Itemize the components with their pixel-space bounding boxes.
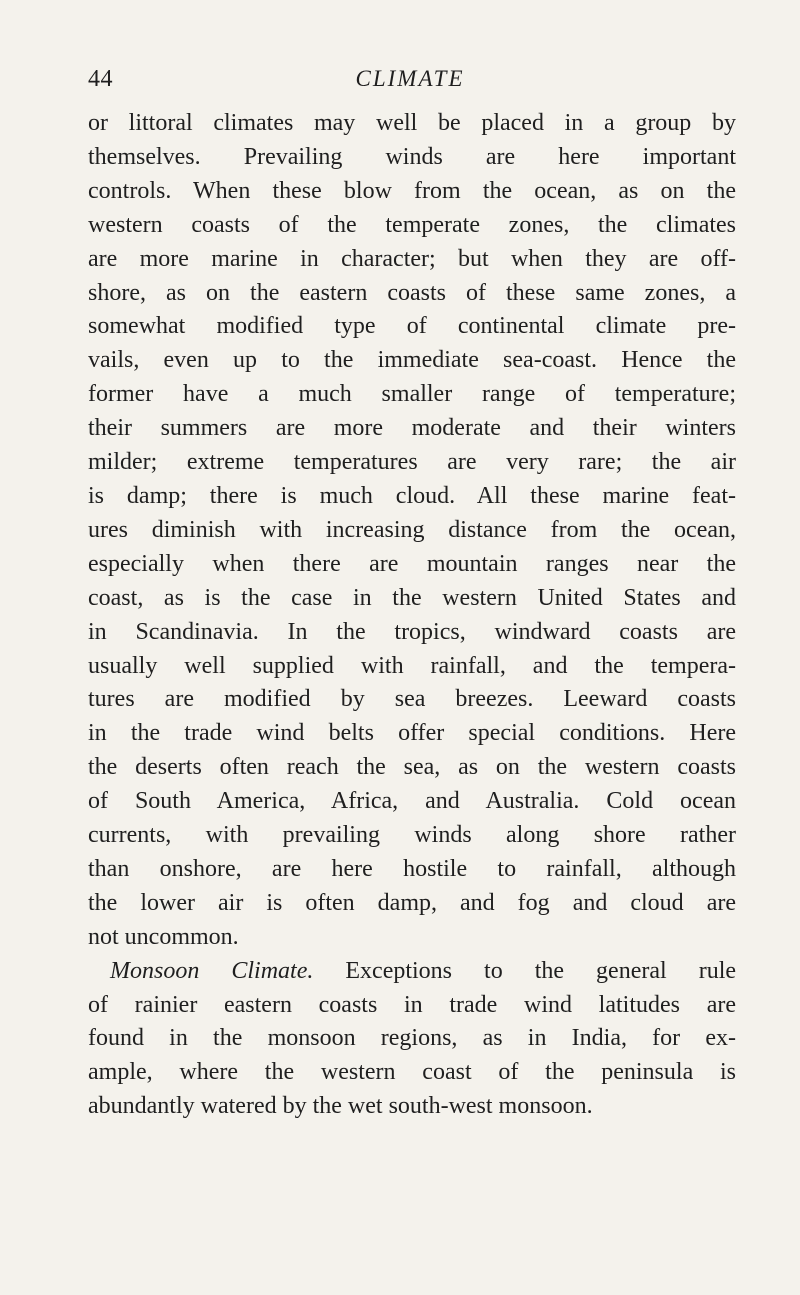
text-line: former have a much smaller range of temperature;: [88, 381, 736, 408]
text-line: currents, with prevailing winds along shore rather: [88, 822, 736, 849]
text-line: western coasts of the temperate zones, the climates: [88, 211, 736, 238]
text-line: controls. When these blow from the ocean, as on the: [88, 177, 736, 204]
text-line: themselves. Prevailing winds are here important: [88, 143, 736, 170]
running-head: [88, 64, 732, 94]
text-line: found in the monsoon regions, as in India, for ex-: [88, 1025, 736, 1052]
text-line: abundantly watered by the wet south-west monsoon.: [88, 1093, 593, 1120]
section-heading-monsoon-climate: Monsoon Climate.: [110, 957, 314, 984]
text-line: than onshore, are here hostile to rainfall, although: [88, 855, 736, 882]
text-line: not uncommon.: [88, 923, 239, 950]
paragraph-littoral-climates: [88, 107, 736, 955]
text-line: especially when there are mountain ranges near the: [88, 550, 736, 577]
text-line: coast, as is the case in the western United States and: [88, 584, 736, 611]
paragraph-monsoon-climate: [88, 955, 736, 1125]
text-line: somewhat modified type of continental climate pre-: [88, 313, 736, 340]
text-line: usually well supplied with rainfall, and the tempera-: [88, 652, 736, 679]
text-line: is damp; there is much cloud. All these marine feat-: [88, 482, 736, 509]
body-text: [88, 107, 736, 1124]
text-line: in the trade wind belts offer special conditions. Here: [88, 720, 736, 747]
text-line: are more marine in character; but when they are off-: [88, 245, 736, 272]
running-title: CLIMATE: [355, 66, 465, 91]
text-line: [88, 955, 736, 989]
text-line: ures diminish with increasing distance from the ocean,: [88, 516, 736, 543]
page-number: 44: [88, 66, 113, 92]
text-line: their summers are more moderate and their winters: [88, 415, 736, 442]
text-line: or littoral climates may well be placed in a group by: [88, 110, 736, 136]
text-line: of South America, Africa, and Australia. Cold ocean: [88, 788, 736, 815]
text-line: the lower air is often damp, and fog and cloud are: [88, 889, 736, 916]
text-line: the deserts often reach the sea, as on the western coasts: [88, 754, 736, 781]
text-run: Exceptions to the general rule: [313, 957, 737, 984]
text-line: of rainier eastern coasts in trade wind latitudes are: [88, 991, 736, 1018]
text-line: shore, as on the eastern coasts of these same zones, a: [88, 279, 736, 306]
text-line: milder; extreme temperatures are very rare; the air: [88, 449, 736, 476]
text-line: tures are modified by sea breezes. Leeward coasts: [88, 686, 736, 713]
text-line: vails, even up to the immediate sea-coast. Hence the: [88, 347, 736, 374]
text-line: in Scandinavia. In the tropics, windward coasts are: [88, 618, 736, 645]
text-line: ample, where the western coast of the peninsula is: [88, 1059, 736, 1086]
